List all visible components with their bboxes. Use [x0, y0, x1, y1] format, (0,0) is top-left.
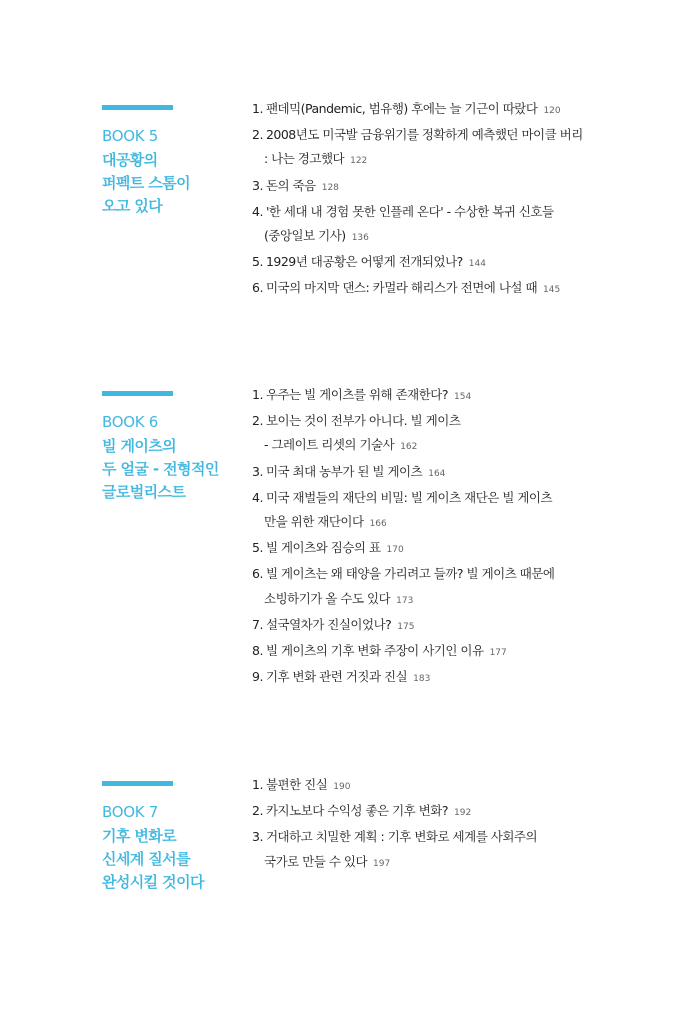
toc-entry: [252, 97, 682, 123]
page-number: 122: [350, 156, 368, 167]
chapter-title: 기후 변화 관련 거짓과 진실: [265, 669, 408, 685]
book-title-line: 글로벌리스트: [102, 483, 186, 501]
chapter-title: 팬데믹(Pandemic, 범유행) 후에는 늘 기근이 따랐다: [265, 101, 538, 116]
chapter-title: 만을 위한 재단이다: [264, 514, 364, 530]
toc-entry: [252, 276, 682, 302]
page-number: 164: [428, 468, 446, 479]
chapter-number: 1.: [252, 387, 263, 402]
book-title-line: 대공황의: [102, 151, 158, 169]
chapter-title: 빌 게이츠는 왜 태양을 가리려고 들까? 빌 게이츠 때문에: [265, 566, 555, 582]
toc-entry: [252, 486, 682, 536]
toc-entry-line: [252, 665, 682, 691]
toc-entry: [252, 383, 682, 409]
chapter-title: 2008년도 미국발 금융위기를 정확하게 예측했던 마이클 버리: [265, 127, 583, 143]
toc-entry-line: [252, 460, 682, 486]
section-accent-rule: [102, 105, 173, 110]
page-number: 144: [468, 259, 486, 270]
chapter-title: '한 세대 내 경험 못한 인플레 온다' - 수상한 복귀 신호들: [265, 203, 554, 219]
chapter-title: 빌 게이츠의 기후 변화 주장이 사기인 이유: [265, 643, 484, 659]
book-label: BOOK 7: [102, 803, 158, 821]
toc-entry-line: [252, 97, 682, 123]
page-number: 136: [351, 233, 369, 244]
toc-entry-line: [252, 433, 682, 459]
chapter-number: 3.: [252, 463, 263, 479]
chapter-title: - 그레이트 리셋의 기술사: [264, 437, 395, 453]
toc-entry-line: [252, 773, 682, 799]
chapter-list: [252, 97, 682, 303]
page-number: 190: [333, 782, 351, 792]
toc-entry-line: [252, 147, 682, 173]
chapter-number: 6.: [252, 280, 263, 296]
chapter-title: : 나는 경고했다: [264, 151, 345, 167]
toc-entry-line: [252, 799, 682, 825]
page-number: 197: [373, 858, 391, 869]
chapter-number: 5.: [252, 540, 263, 556]
book-title-line: 기후 변화로: [102, 827, 177, 845]
page-number: 175: [397, 621, 415, 632]
toc-entry-line: [252, 174, 682, 200]
book-label: BOOK 5: [102, 127, 158, 145]
toc-entry-line: [252, 383, 682, 409]
chapter-title: 1929년 대공황은 어떻게 전개되었나?: [265, 254, 463, 270]
book-title-line: 오고 있다: [102, 197, 163, 215]
page-number: 154: [454, 392, 472, 402]
chapter-number: 2.: [252, 127, 263, 143]
toc-entry-line: [252, 850, 682, 876]
toc-entry: [252, 613, 682, 639]
toc-entry: [252, 250, 682, 276]
book-title-line: 퍼펙트 스톰이: [102, 174, 190, 192]
chapter-title: 보이는 것이 전부가 아니다. 빌 게이츠: [265, 413, 461, 429]
toc-entry: [252, 665, 682, 691]
chapter-number: 2.: [252, 803, 263, 819]
page-number: 120: [543, 106, 561, 116]
chapter-number: 3.: [252, 829, 263, 845]
toc-entry: [252, 200, 682, 250]
chapter-number: 7.: [252, 616, 263, 632]
chapter-title: 빌 게이츠와 짐승의 표: [265, 540, 381, 556]
toc-entry-line: [252, 486, 682, 510]
book-title-line: 신세계 질서를: [102, 850, 190, 868]
book-title-line: 두 얼굴 - 전형적인: [102, 460, 219, 478]
page-number: 162: [400, 442, 418, 453]
toc-entry-line: [252, 536, 682, 562]
chapter-title: (중앙일보 기사): [264, 228, 346, 244]
chapter-number: 1.: [252, 101, 263, 116]
toc-entry: [252, 773, 682, 799]
toc-entry-line: [252, 613, 682, 639]
chapter-title: 소빙하기가 올 수도 있다: [264, 590, 391, 606]
toc-entry: [252, 799, 682, 825]
chapter-title: 돈의 죽음: [265, 177, 316, 193]
toc-entry: [252, 123, 682, 173]
chapter-number: 3.: [252, 177, 263, 193]
page-number: 170: [386, 545, 404, 556]
toc-entry: [252, 639, 682, 665]
chapter-title: 미국 최대 농부가 된 빌 게이츠: [265, 463, 423, 479]
toc-entry: [252, 825, 682, 875]
toc-entry-line: [252, 224, 682, 250]
book-label: BOOK 6: [102, 413, 158, 431]
chapter-title: 국가로 만들 수 있다: [264, 853, 368, 869]
book-title: [102, 149, 242, 218]
chapter-title: 우주는 빌 게이츠를 위해 존재한다?: [265, 387, 449, 402]
page-number: 166: [369, 519, 387, 530]
toc-entry: [252, 460, 682, 486]
chapter-title: 불편한 진실: [265, 777, 328, 792]
toc-entry: [252, 536, 682, 562]
page-number: 192: [454, 808, 472, 819]
chapter-number: 4.: [252, 489, 263, 505]
book-title-line: 완성시킬 것이다: [102, 873, 204, 891]
toc-entry-line: [252, 562, 682, 586]
chapter-number: 2.: [252, 413, 263, 429]
page-number: 173: [396, 595, 414, 606]
chapter-list: [252, 383, 682, 691]
toc-entry-line: [252, 409, 682, 433]
section-accent-rule: [102, 781, 173, 786]
chapter-number: 6.: [252, 566, 263, 582]
toc-entry-line: [252, 123, 682, 147]
toc-entry-line: [252, 276, 682, 302]
toc-entry: [252, 562, 682, 612]
book-title: [102, 435, 242, 504]
chapter-title: 미국 재벌들의 재단의 비밀: 빌 게이츠 재단은 빌 게이츠: [265, 489, 553, 505]
book-title-line: 빌 게이츠의: [102, 437, 177, 455]
toc-entry-line: [252, 200, 682, 224]
book-title: [102, 825, 242, 894]
chapter-number: 4.: [252, 203, 263, 219]
chapter-title: 카지노보다 수익성 좋은 기후 변화?: [265, 803, 449, 819]
toc-entry: [252, 174, 682, 200]
page-number: 177: [489, 648, 507, 659]
chapter-number: 9.: [252, 669, 263, 685]
chapter-title: 설국열차가 진실이었나?: [265, 616, 392, 632]
page-number: 145: [543, 285, 561, 296]
toc-entry-line: [252, 825, 682, 849]
toc-entry-line: [252, 250, 682, 276]
toc-entry-line: [252, 639, 682, 665]
toc-entry-line: [252, 587, 682, 613]
chapter-number: 8.: [252, 643, 263, 659]
chapter-number: 5.: [252, 254, 263, 270]
chapter-number: 1.: [252, 777, 263, 792]
toc-entry: [252, 409, 682, 459]
chapter-title: 미국의 마지막 댄스: 카멀라 해리스가 전면에 나설 때: [265, 280, 538, 296]
chapter-title: 거대하고 치밀한 계획 : 기후 변화로 세계를 사회주의: [265, 829, 538, 845]
page-number: 183: [413, 674, 431, 685]
section-accent-rule: [102, 391, 173, 396]
page-number: 128: [321, 182, 339, 193]
toc-entry-line: [252, 510, 682, 536]
chapter-list: [252, 773, 682, 876]
